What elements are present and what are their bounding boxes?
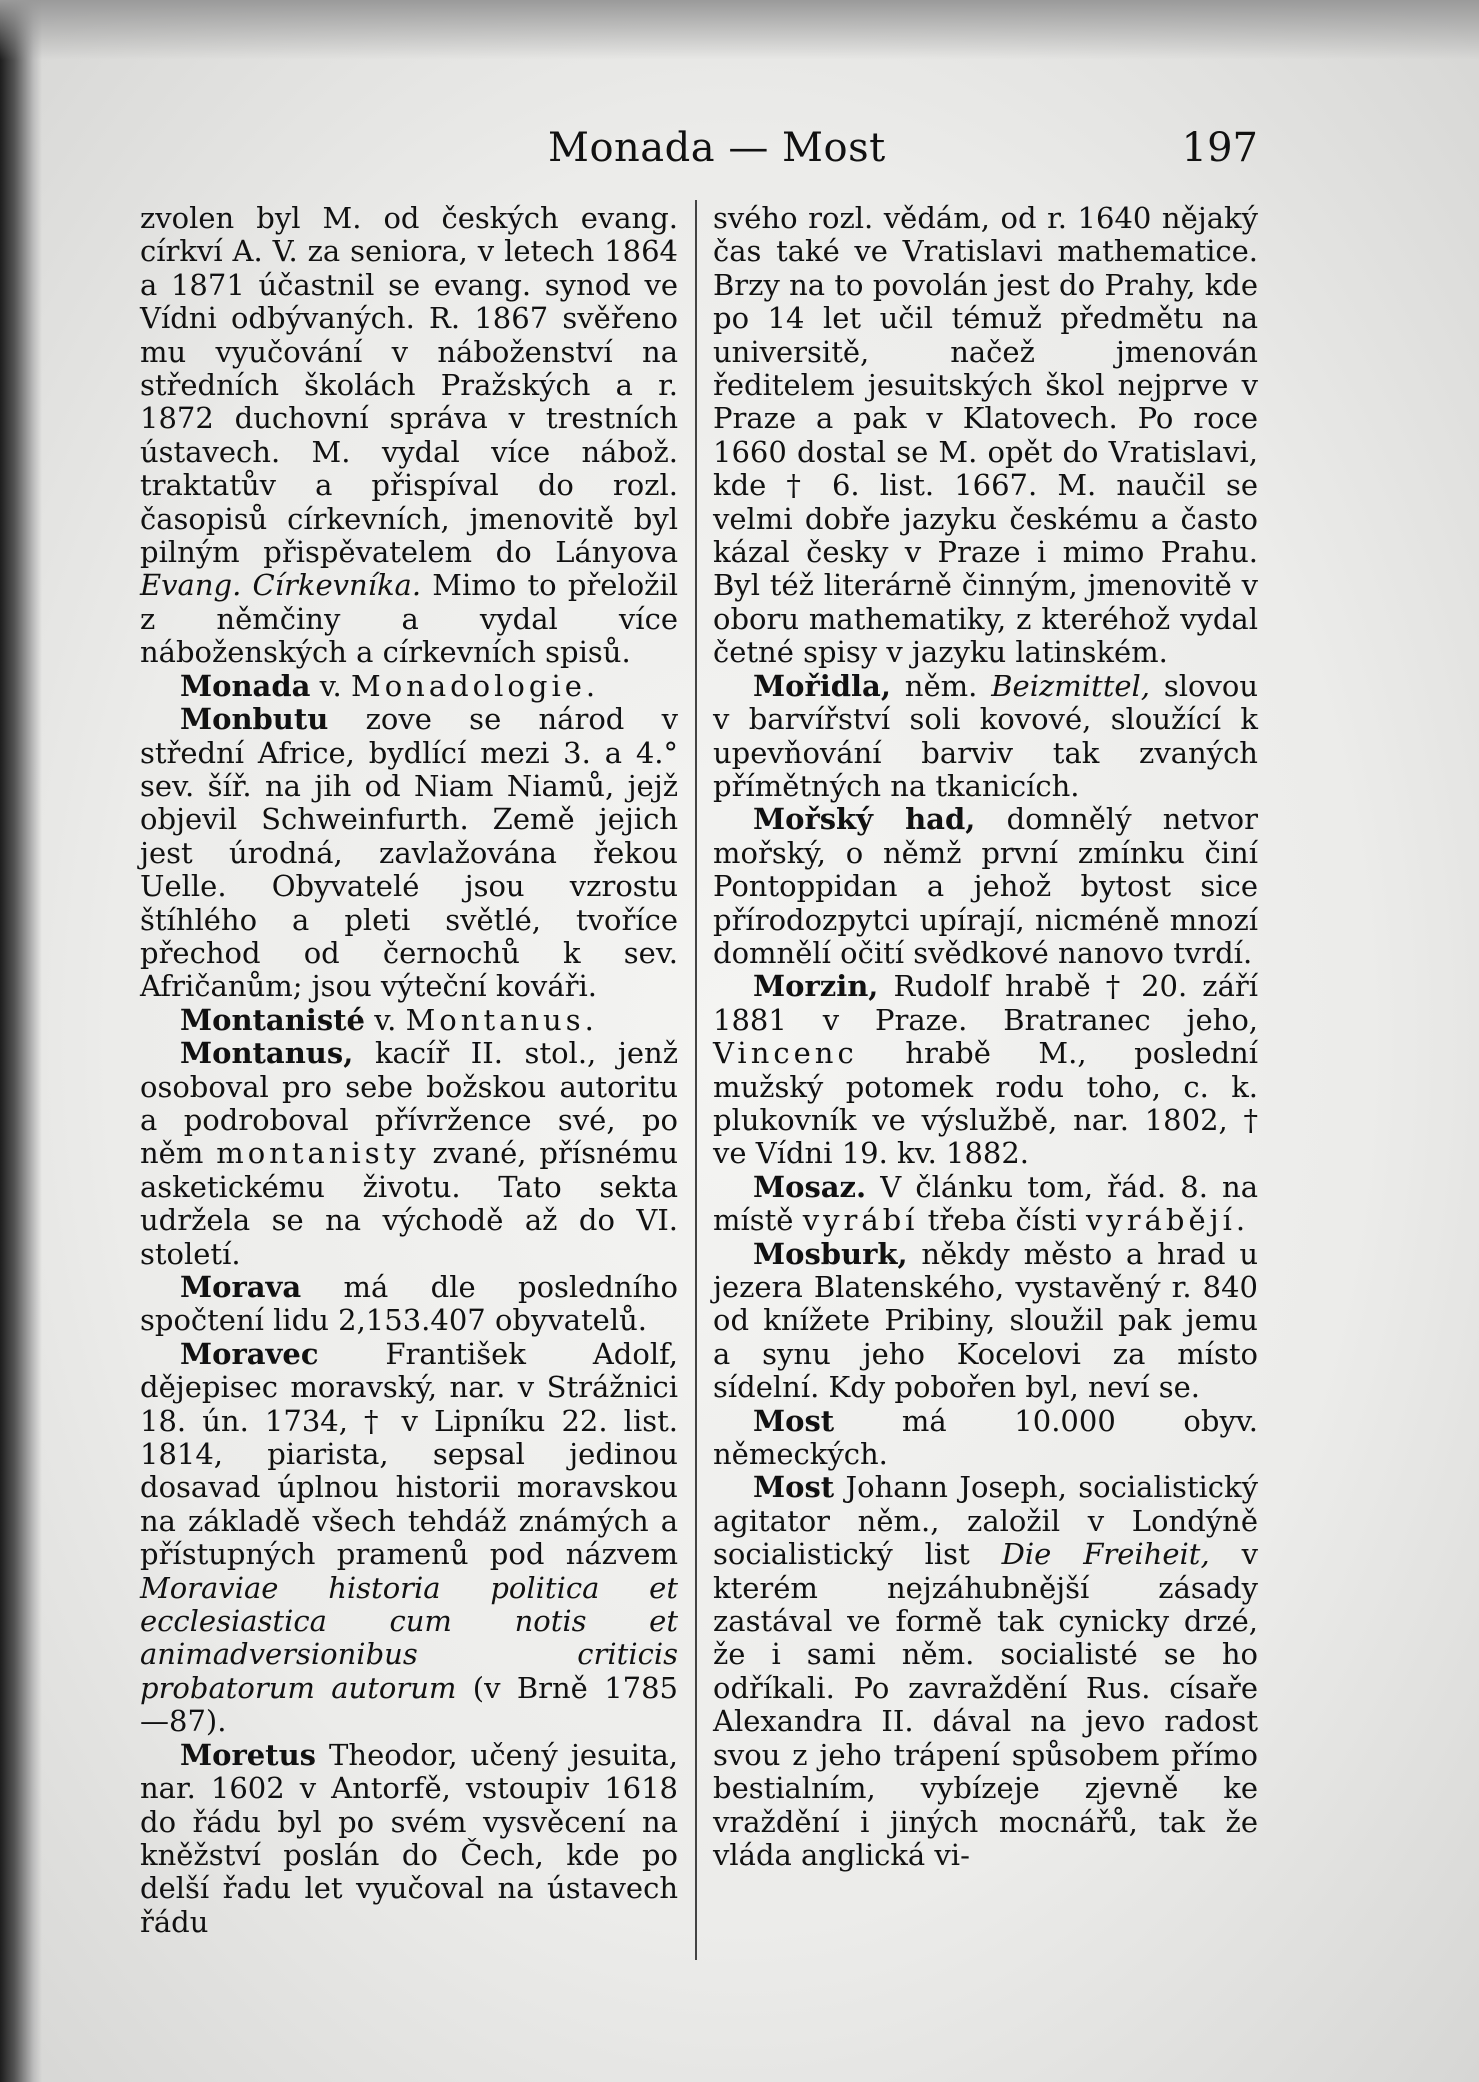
entry-text: V článku tom, řád. 8. na místě <box>713 1169 1259 1238</box>
spaced-term: Vincenc <box>713 1036 858 1071</box>
running-title: Monada — Most <box>548 125 886 171</box>
entry-text: hrabě M., poslední mužský potomek rodu toho, c. k. plukovník ve výslužbě, nar. 1802, † ve Vídni 19. kv. 1882. <box>713 1036 1258 1171</box>
headword: Monbutu <box>180 702 329 737</box>
italic-title: Evang. Církevníka. <box>140 568 422 603</box>
headword: Moravec <box>180 1336 319 1371</box>
headword: Monada <box>180 668 311 703</box>
entry-text: kacíř II. stol., jenž osoboval pro sebe božskou autoritu a podroboval přívržence své, po něm <box>140 1036 678 1171</box>
entry-text: v. <box>374 1002 406 1037</box>
entry-mosburk <box>713 1238 1258 1405</box>
entry-text: zove se národ v střední Africe, bydlící mezi 3. a 4.° sev. šíř. na jih od Niam Niamů, jejž objevil Schweinfurth. Země jejich jest úrodná, zavlažována řekou Uelle. Obyvatelé jsou vzrostu štíhlého a pleti světlé, tvoříce přechod od černochů k sev. Afričanům; jsou výteční kováři. <box>140 702 678 1004</box>
entry-morsky-had <box>713 803 1258 970</box>
entry-most-city <box>713 1405 1258 1472</box>
headword: Mosaz. <box>753 1169 867 1204</box>
continuation-paragraph <box>713 202 1258 670</box>
cross-reference: Monadologie. <box>351 668 600 703</box>
entry-text: Johann Joseph, socialistický agitator něm., založil v Londýně socialistický list <box>713 1470 1258 1572</box>
italic-title: Die Freiheit, <box>1001 1537 1210 1572</box>
right-column <box>713 202 1258 1872</box>
entry-text: něm. <box>904 668 992 703</box>
entry-text: slovou v barvířství soli kovové, sloužící k upevňování barviv tak zvaných přímětných na tkanicích. <box>713 668 1259 803</box>
entry-moravec <box>140 1338 678 1739</box>
headword: Montanisté <box>180 1002 365 1037</box>
entry-text: má 10.000 obyv. německých. <box>713 1403 1259 1472</box>
entry-moretus <box>140 1739 678 1939</box>
headword: Morava <box>180 1270 302 1304</box>
entry-most-person <box>713 1471 1258 1872</box>
entry-montaniste <box>140 1004 678 1037</box>
entry-text: Rudolf hrabě † 20. září 1881 v Praze. Bratranec jeho, <box>713 969 1258 1037</box>
entry-mosaz <box>713 1171 1258 1238</box>
entry-text: Theodor, učený jesuita, nar. 1602 v Antorfě, vstoupiv 1618 do řádu byl po svém vysvěcení na kněžství poslán do Čech, kde po delší řadu let vyučoval na ústavech řádu <box>140 1737 679 1939</box>
italic-title: Moraviae historia politica et ecclesiastica cum notis et animadversionibus criticis probatorum autorum <box>140 1570 678 1705</box>
page-number: 197 <box>1181 125 1258 171</box>
entry-text: . <box>1235 1203 1246 1238</box>
spaced-term: vyrábějí <box>1085 1203 1236 1238</box>
headword: Montanus, <box>180 1036 354 1071</box>
headword: Mořidla, <box>753 668 891 703</box>
page-shadow-top <box>0 0 1479 60</box>
entry-text: má dle posledního spočtení lidu 2,153.407 obyvatelů. <box>140 1270 678 1338</box>
entry-text: někdy město a hrad u jezera Blatenského, vystavěný r. 840 od knížete Pribiny, sloužil pak jemu a synu jeho Kocelovi za místo sídelní. Kdy pobořen byl, neví se. <box>713 1236 1259 1405</box>
entry-text: domnělý netvor mořský, o němž první zmínku činí Pontoppidan a jehož bytost sice přírodozpytci upírají, nicméně mnozí domnělí očití svědkové nanovo tvrdí. <box>713 802 1258 970</box>
entry-text: (v Brně 1785—87). <box>140 1670 679 1739</box>
paragraph-text: svého rozl. vědám, od r. 1640 nějaký čas také ve Vratislavi mathematice. Brzy na to povolán jest do Prahy, kde po 14 let učil témuž předmětu na universitě, načež jmenován ředitelem jesuitských škol nejprve v Praze a pak v Klatovech. Po roce 1660 dostal se M. opět do Vratislavi, kde † 6. list. 1667. M. naučil se velmi dobře jazyku českému a často kázal česky v Praze i mimo Prahu. Byl též literárně činným, jmenovitě v oboru mathematiky, z kteréhož vydal četné spisy v jazyku latinském. <box>713 201 1258 670</box>
entry-text: zvané, přísnému asketickému životu. Tato sekta udržela se na východě až do VI. století. <box>140 1136 678 1271</box>
spaced-term: vyrábí <box>802 1203 919 1238</box>
entry-monbutu <box>140 703 678 1004</box>
spaced-term: montanisty <box>216 1136 420 1171</box>
continuation-paragraph <box>140 202 678 670</box>
paragraph-text: Mimo to přeložil z němčiny a vydal více náboženských a církevních spisů. <box>140 568 678 670</box>
entry-morava <box>140 1271 678 1338</box>
headword: Moretus <box>180 1737 316 1772</box>
cross-reference: Montanus. <box>405 1002 598 1037</box>
headword: Mosburk, <box>753 1236 908 1271</box>
page-shadow-left <box>0 0 42 2082</box>
left-column <box>140 202 678 1939</box>
paragraph-text: zvolen byl M. od českých evang. církví A. V. za seniora, v letech 1864 a 1871 účastnil se evang. synod ve Vídni odbývaných. R. 1867 svěřeno mu vyučování v náboženství na středních školách Pražských a r. 1872 duchovní správa v trestních ústavech. M. vydal více nábož. traktatův a přispíval do rozl. časopisů církevních, jmenovitě byl pilným přispěvatelem do Lányova <box>140 201 678 570</box>
entry-moridla <box>713 670 1258 804</box>
italic-term: Beizmittel, <box>991 668 1150 703</box>
entry-text: František Adolf, dějepisec moravský, nar. v Strážnici 18. ún. 1734, † v Lipníku 22. list. 1814, piarista, sepsal jedinou dosavad úplnou historii moravskou na základě všech tehdáž známých a přístupných pramenů pod názvem <box>140 1336 679 1572</box>
column-divider <box>695 200 697 1960</box>
headword: Morzin, <box>753 969 879 1004</box>
headword: Most <box>753 1403 835 1438</box>
entry-text: v. <box>319 668 351 703</box>
entry-text: třeba čísti <box>918 1203 1086 1238</box>
headword: Most <box>753 1470 835 1505</box>
headword: Mořský had, <box>753 802 976 837</box>
entry-monada <box>140 670 678 703</box>
entry-montanus <box>140 1037 678 1271</box>
entry-text: v kterém nejzáhubnější zásady zastával ve formě tak cynicky drzé, že i sami něm. socialisté se ho odříkali. Po zavraždění Rus. císaře Alexandra II. dával na jevo radost svou z jeho trápení spůsobem přímo bestialním, vybízeje zjevně ke vraždění i jiných mocnářů, tak že vláda anglická vi- <box>713 1537 1258 1872</box>
entry-morzin <box>713 970 1258 1170</box>
page-header <box>548 120 1258 180</box>
